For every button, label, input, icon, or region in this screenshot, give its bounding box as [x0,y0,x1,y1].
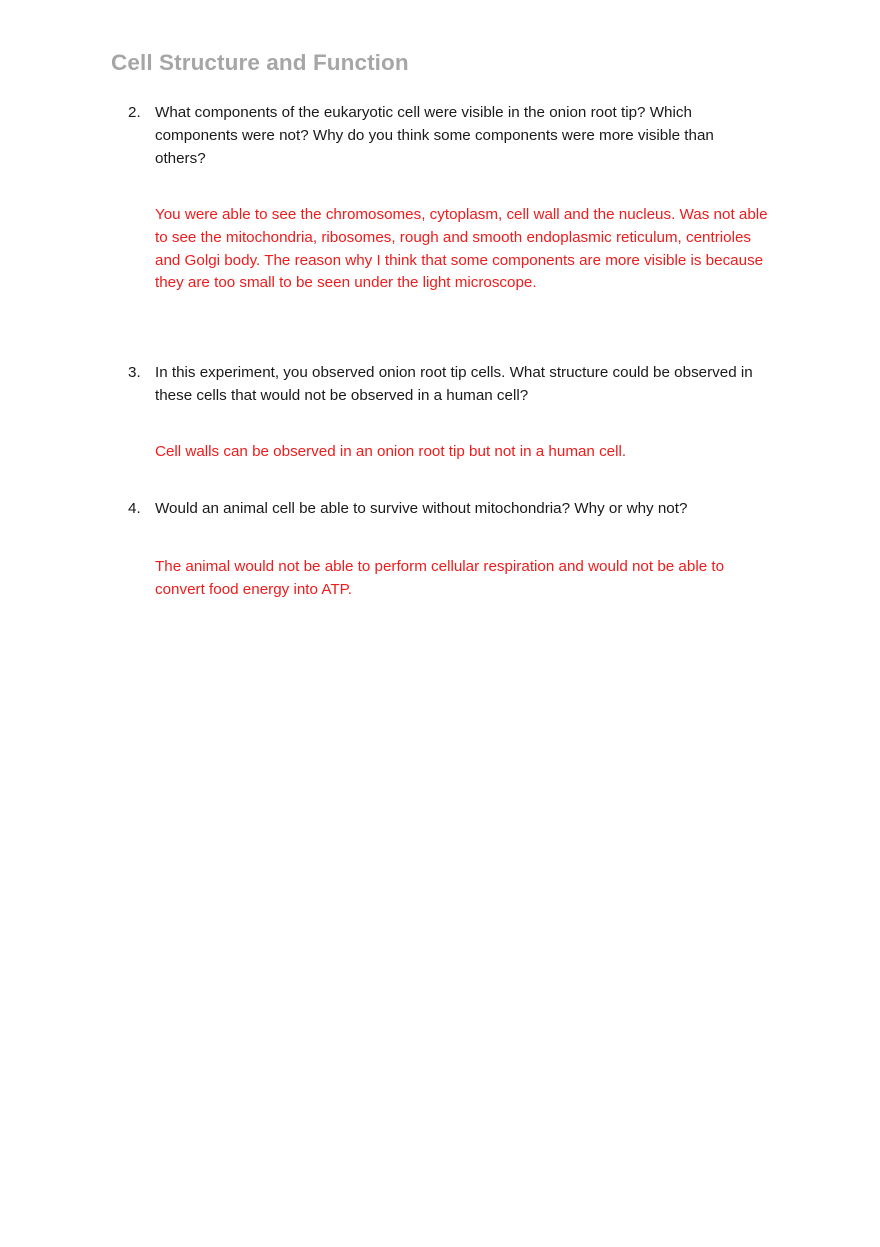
answer-4: The animal would not be able to perform cellular respiration and would not be able to convert food energy into ATP. [155,558,725,598]
page-title: Cell Structure and Function [111,50,409,75]
question-2 [128,102,768,170]
answer-2: You were able to see the chromosomes, cytoplasm, cell wall and the nucleus. Was not able to see the mitochondria, ribosomes, rough and smooth endoplasmic reticulum, centrioles and Golgi body. The reason why I think that some components are more visible is because they are too small to be seen under the light microscope. [155,206,768,292]
question-text: What components of the eukaryotic cell were visible in the onion root tip? Which components were not? Why do you think some components were more visible than others? [155,104,714,167]
question-4 [128,498,768,521]
question-number: 2. [128,104,141,121]
question-number: 3. [128,364,141,381]
question-text: In this experiment, you observed onion root tip cells. What structure could be observed in these cells that would not be observed in a human cell? [155,364,753,404]
question-3 [128,362,768,408]
question-text: Would an animal cell be able to survive without mitochondria? Why or why not? [155,500,688,517]
answer-3: Cell walls can be observed in an onion root tip but not in a human cell. [155,443,627,460]
question-number: 4. [128,500,141,517]
